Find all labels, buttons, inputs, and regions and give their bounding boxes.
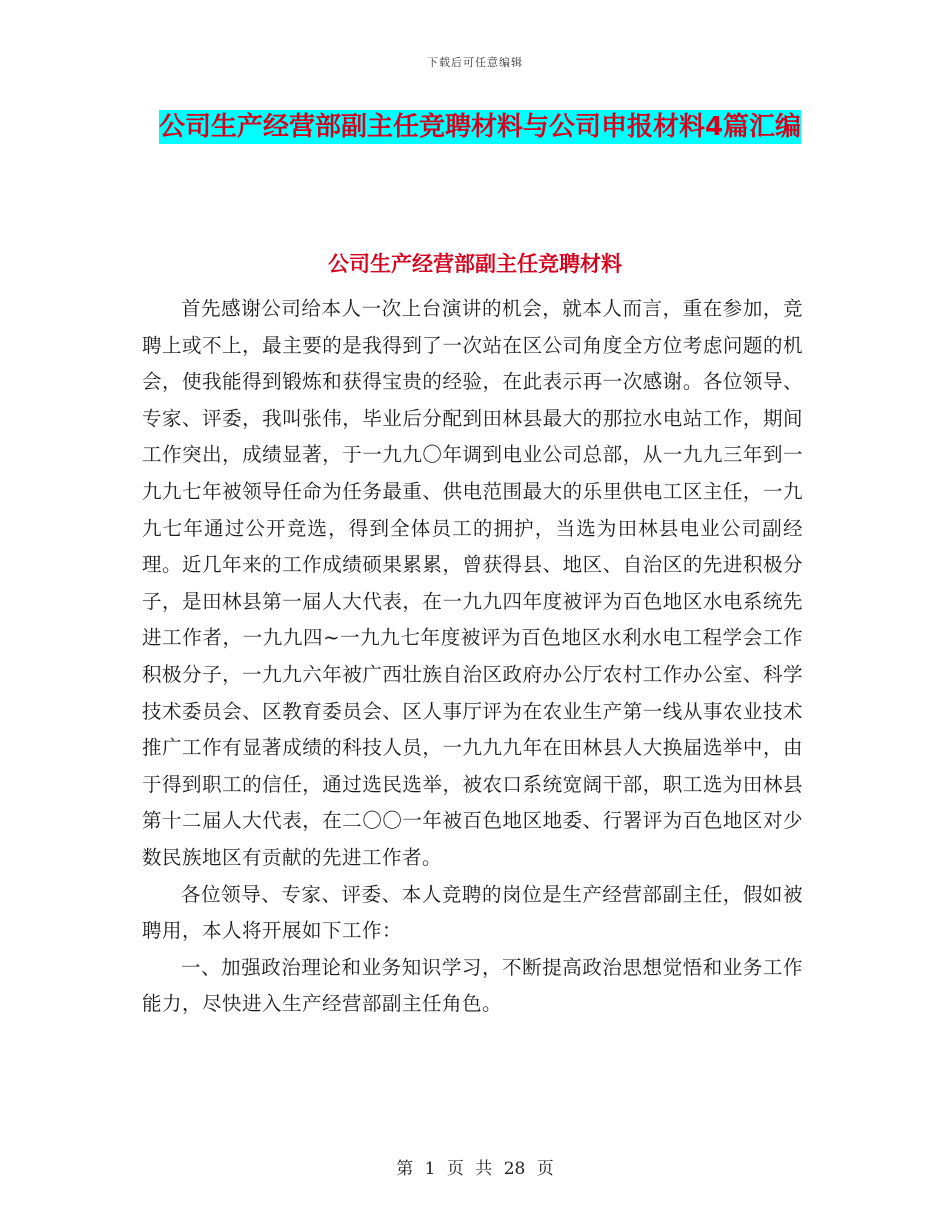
paragraph: 一、加强政治理论和业务知识学习，不断提高政治思想觉悟和业务工作能力，尽快进入生产经营部副主任角色。	[142, 955, 803, 1016]
section-title: 公司生产经营部副主任竞聘材料	[328, 252, 622, 276]
page-number: 第 1 页 共 28 页	[396, 1159, 554, 1179]
document-body	[142, 291, 803, 1023]
document-title-text: 公司生产经营部副主任竞聘材料与公司申报材料4篇汇编	[158, 112, 802, 142]
page-header-note: 下载后可任意编辑	[427, 56, 523, 69]
paragraph: 各位领导、专家、评委、本人竞聘的岗位是生产经营部副主任，假如被聘用，本人将开展如下工作：	[142, 882, 803, 943]
paragraph: 首先感谢公司给本人一次上台演讲的机会，就本人而言，重在参加，竞聘上或不上，最主要的是我得到了一次站在区公司角度全方位考虑问题的机会，使我能得到锻炼和获得宝贵的经验，在此表示再一次感谢。各位领导、专家、评委，我叫张伟，毕业后分配到田林县最大的那拉水电站工作，期间工作突出，成绩显著，于一九九〇年调到电业公司总部，从一九九三年到一九九七年被领导任命为任务最重、供电范围最大的乐里供电工区主任，一九九七年通过公开竞选，得到全体员工的拥护，当选为田林县电业公司副经理。近几年来的工作成绩硕果累累，曾获得县、地区、自治区的先进积极分子，是田林县第一届人大代表，在一九九四年度被评为百色地区水电系统先进工作者，一九九四~一九九七年度被评为百色地区水利水电工程学会工作积极分子，一九九六年被广西壮族自治区政府办公厅农村工作办公室、科学技术委员会、区教育委员会、区人事厅评为在农业生产第一线从事农业技术推广工作有显著成绩的科技人员，一九九九年在田林县人大换届选举中，由于得到职工的信任，通过选民选举，被农口系统宽阔干部，职工选为田林县第十二届人大代表，在二〇〇一年被百色地区地委、行署评为百色地区对少数民族地区有贡献的先进工作者。	[142, 297, 803, 869]
document-title	[150, 104, 810, 150]
